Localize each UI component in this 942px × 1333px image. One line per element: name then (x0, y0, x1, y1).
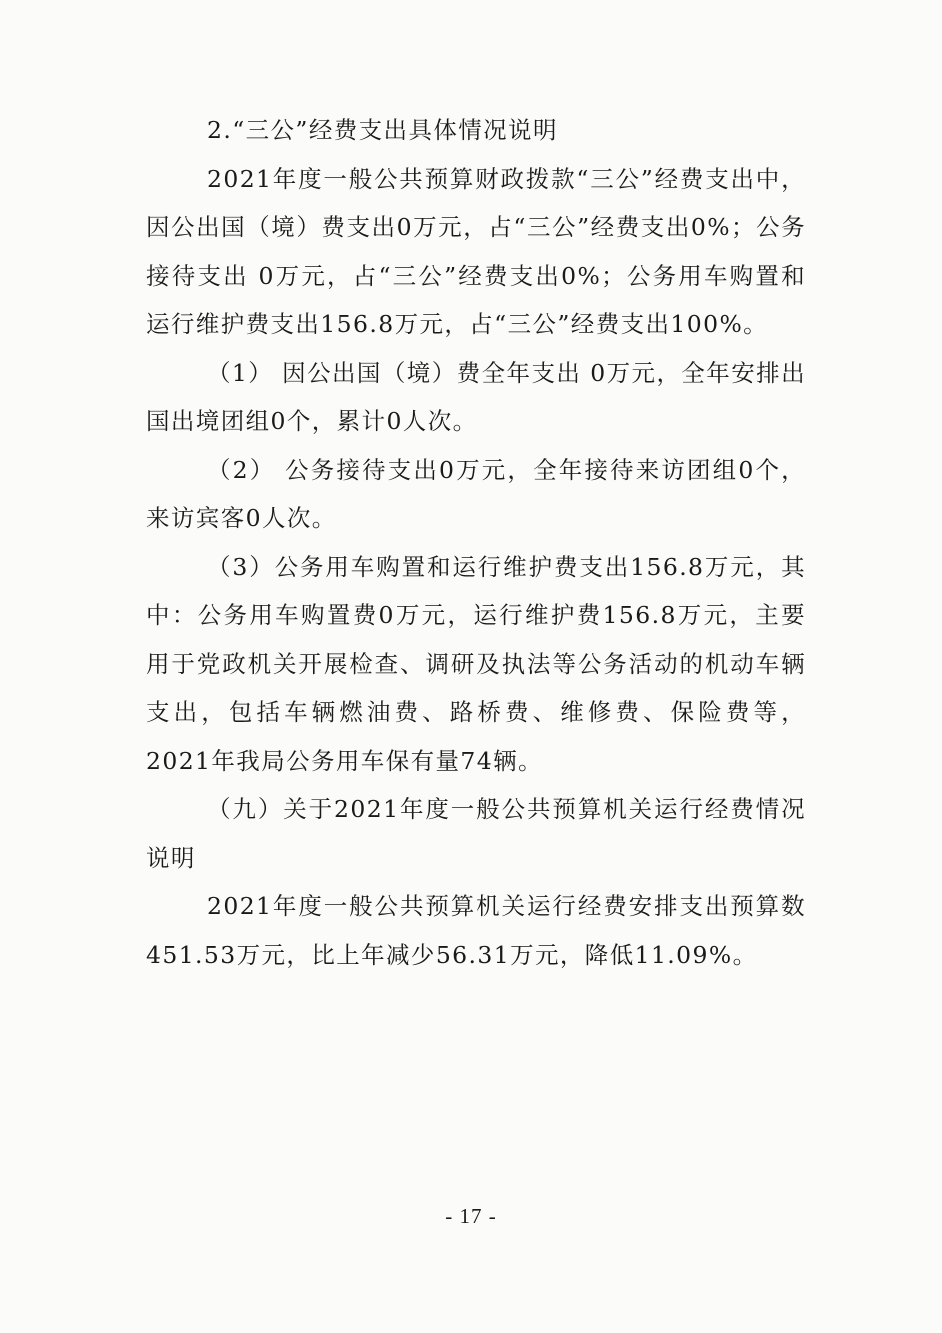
section-heading-operating-expenses: （九）关于2021年度一般公共预算机关运行经费情况说明 (146, 795, 806, 872)
paragraph-overseas-travel: （1） 因公出国（境）费全年支出 0万元，全年安排出国出境团组0个，累计0人次。 (146, 358, 806, 435)
section-heading-sangong: 2.“三公”经费支出具体情况说明 (207, 116, 558, 144)
paragraph-official-reception: （2） 公务接待支出0万元，全年接待来访团组0个，来访宾客0人次。 (146, 455, 806, 532)
document-body (146, 106, 806, 979)
page-number: - 17 - (445, 1204, 497, 1228)
paragraph-sangong-summary: 2021年度一般公共预算财政拨款“三公”经费支出中，因公出国（境）费支出0万元，占“三公”经费支出0%；公务接待支出 0万元，占“三公”经费支出0%；公务用车购置和运行维护费支出156.8万元，占“三公”经费支出100%。 (146, 164, 806, 338)
paragraph-operating-expenses: 2021年度一般公共预算机关运行经费安排支出预算数451.53万元，比上年减少56.31万元，降低11.09%。 (146, 892, 806, 969)
paragraph-official-vehicles: （3）公务用车购置和运行维护费支出156.8万元，其中：公务用车购置费0万元，运行维护费156.8万元，主要用于党政机关开展检查、调研及执法等公务活动的机动车辆支出，包括车辆燃油费、路桥费、维修费、保险费等，2021年我局公务用车保有量74辆。 (146, 552, 806, 775)
